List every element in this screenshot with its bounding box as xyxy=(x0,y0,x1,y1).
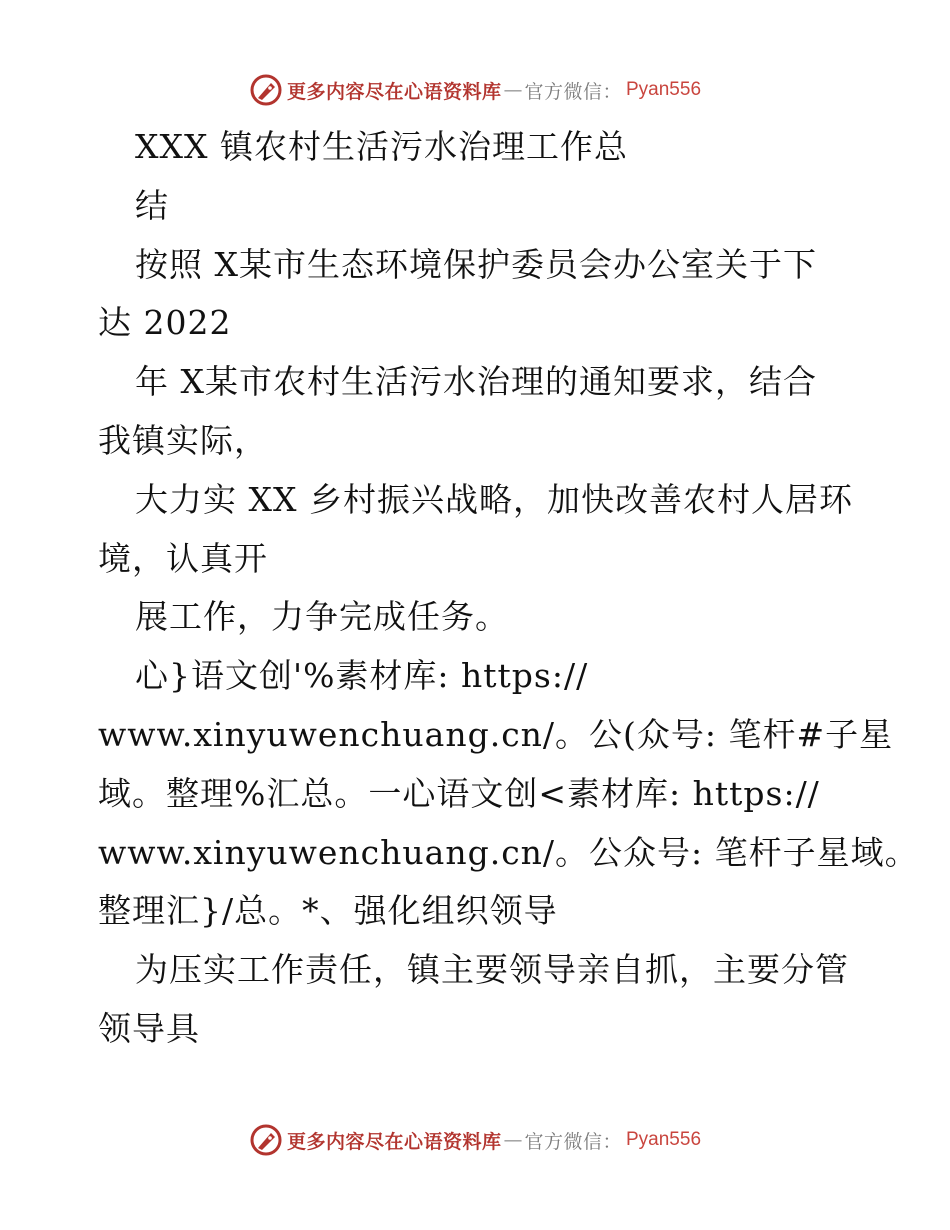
watermark-dash: — xyxy=(503,79,523,101)
paragraph-line: 按照 X某市生态环境保护委员会办公室关于下 xyxy=(135,244,817,284)
paragraph-line: 达 2022 xyxy=(98,303,232,343)
paragraph-line: 境，认真开 xyxy=(98,538,268,578)
paragraph-line: 域。整理%汇总。一心语文创<素材库: https:// xyxy=(98,773,820,813)
paragraph-line: 年 X某市农村生活污水治理的通知要求，结合 xyxy=(135,362,817,402)
document-body xyxy=(98,118,919,1059)
paragraph-line: 领导具 xyxy=(98,1008,200,1048)
paragraph-line: 大力实 XX 乡村振兴战略，加快改善农村人居环 xyxy=(135,479,853,519)
pen-nib-circle-icon xyxy=(249,73,283,107)
watermark-main-text: 更多内容尽在心语资料库 xyxy=(286,80,502,103)
header-watermark xyxy=(0,70,950,110)
pen-nib-circle-icon xyxy=(249,1123,283,1157)
document-title-line-1: XXX 镇农村生活污水治理工作总 xyxy=(135,127,628,166)
document-title-line-2: 结 xyxy=(135,185,169,225)
watermark-main-text: 更多内容尽在心语资料库 xyxy=(286,1130,502,1153)
watermark-dash: — xyxy=(503,1129,523,1151)
paragraph-line: www.xinyuwenchuang.cn/。公(众号: 笔杆#子星 xyxy=(98,714,894,754)
paragraph-line: 心}语文创'%素材库: https:// xyxy=(135,656,589,696)
paragraph-line: 我镇实际， xyxy=(98,420,268,460)
watermark-id-text: Pyan556 xyxy=(626,79,702,100)
paragraph-line: www.xinyuwenchuang.cn/。公众号: 笔杆子星域。 xyxy=(98,832,919,872)
paragraph-line: 展工作，力争完成任务。 xyxy=(135,597,509,637)
paragraph-line: 整理汇}/总。*、强化组织领导 xyxy=(98,891,558,931)
watermark-side-text: 官方微信： xyxy=(524,1130,622,1153)
watermark-id-text: Pyan556 xyxy=(626,1129,702,1150)
footer-watermark xyxy=(0,1120,950,1160)
watermark-side-text: 官方微信： xyxy=(524,80,622,103)
paragraph-line: 为压实工作责任，镇主要领导亲自抓，主要分管 xyxy=(135,950,849,990)
